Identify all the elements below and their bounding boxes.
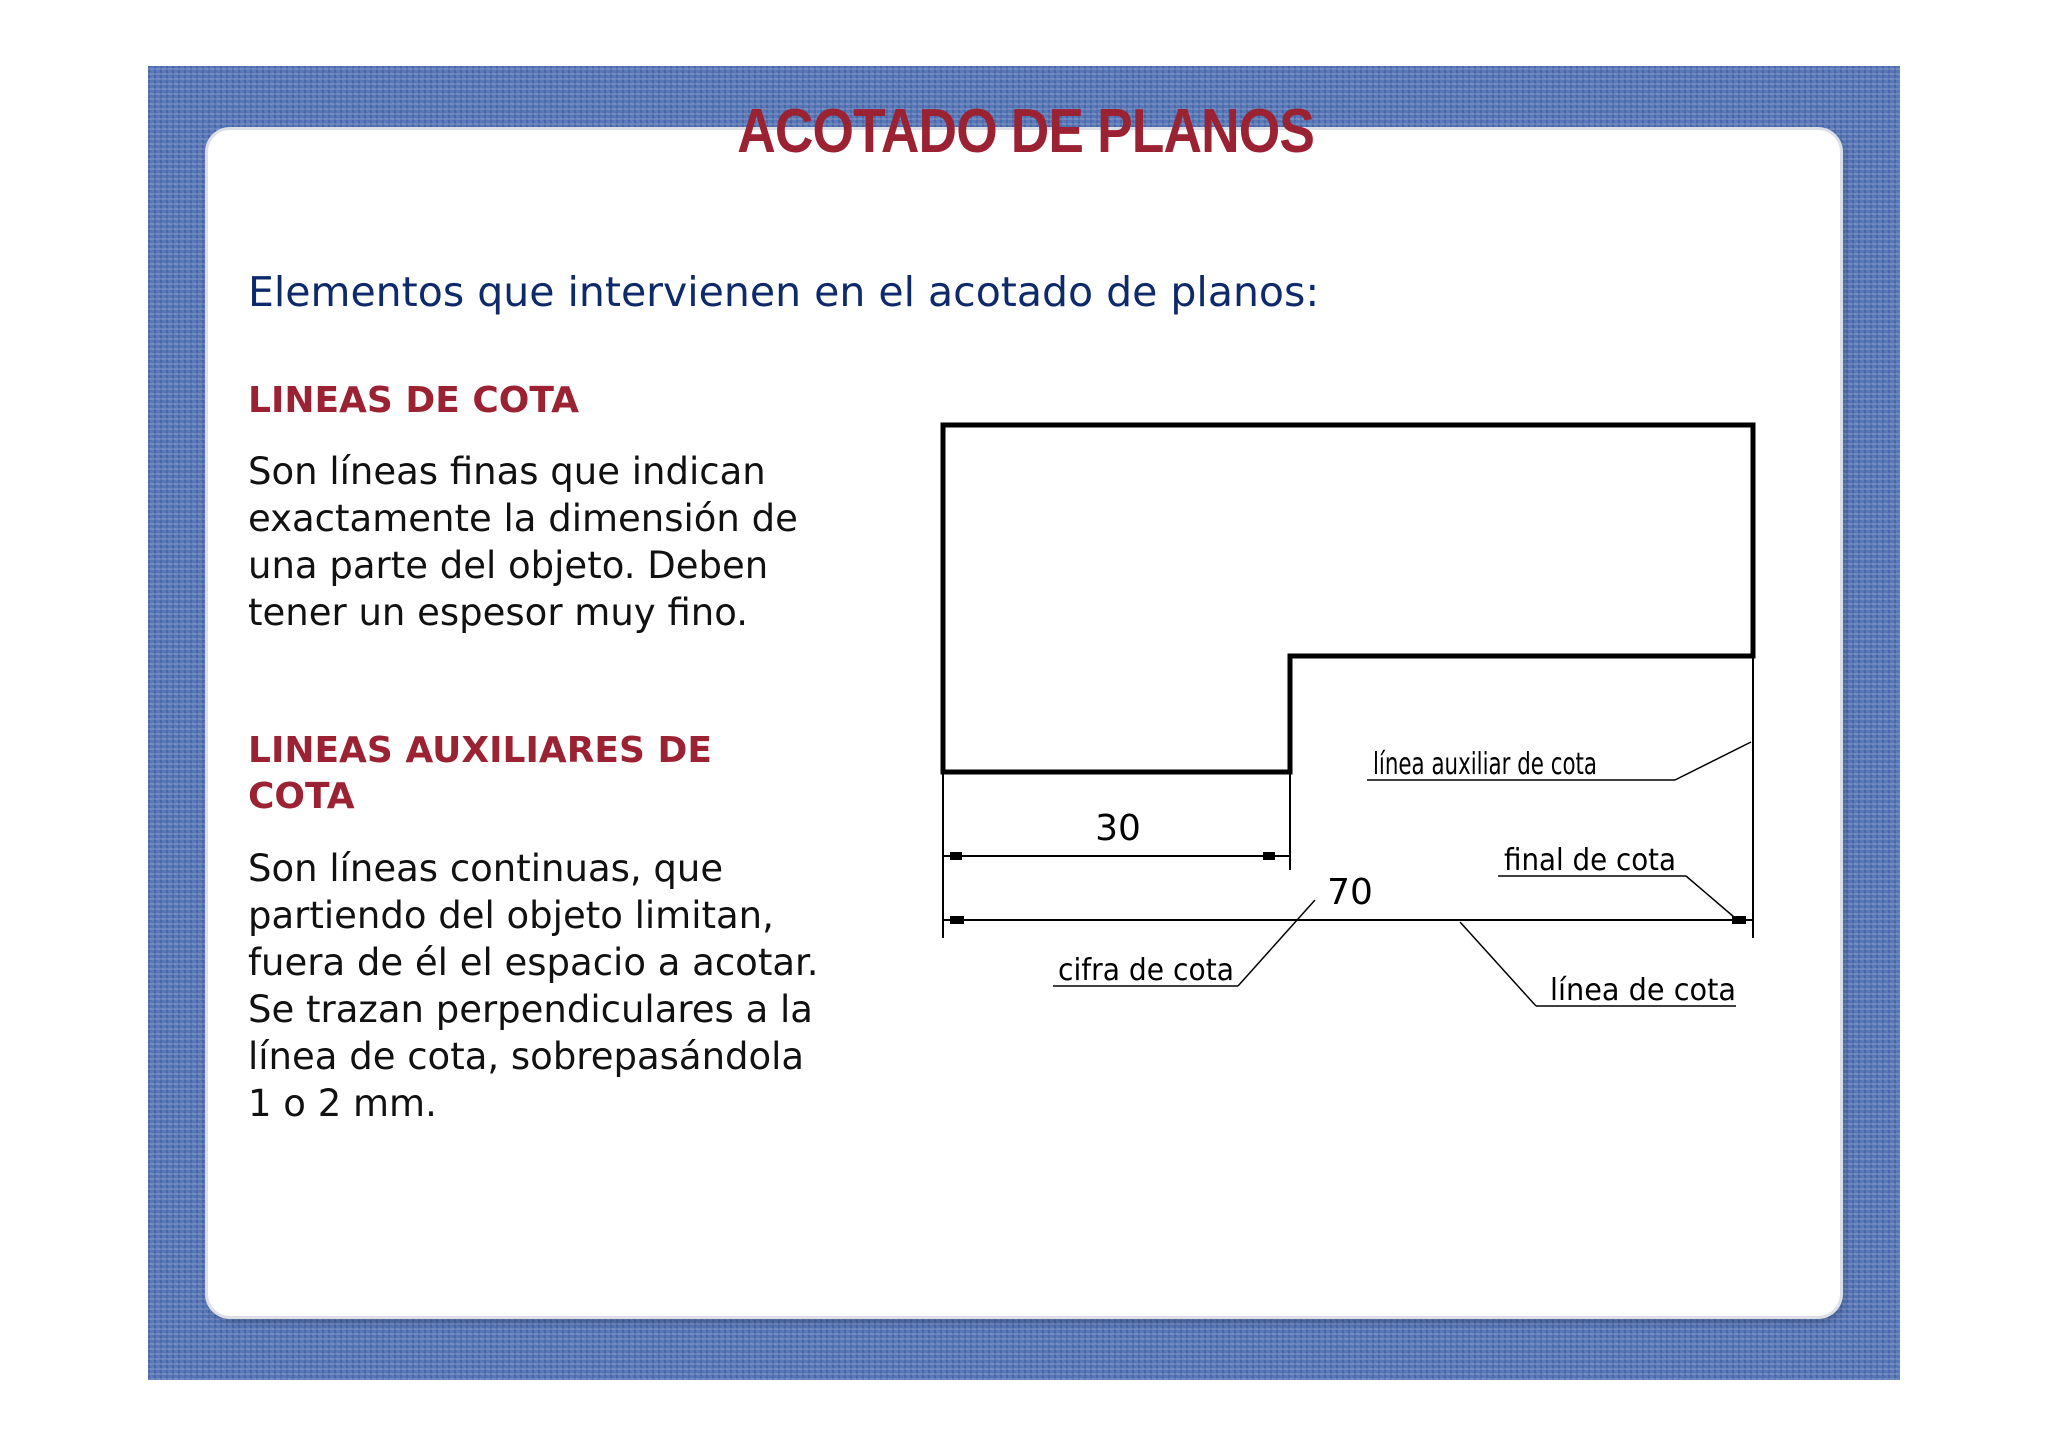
leader-line bbox=[1686, 876, 1734, 917]
dimension-end-mark bbox=[950, 852, 962, 860]
dimension-end-mark bbox=[950, 916, 964, 924]
heading-line: COTA bbox=[248, 776, 355, 817]
leader-line bbox=[1238, 900, 1315, 986]
body-line: Se trazan perpendiculares a la bbox=[248, 988, 813, 1031]
heading-line: LINEAS AUXILIARES DE bbox=[248, 730, 712, 771]
dimension-value-70: 70 bbox=[1327, 872, 1373, 913]
leader-line bbox=[1460, 922, 1536, 1006]
body-line: Son líneas finas que indican bbox=[248, 450, 766, 493]
dimensioning-diagram bbox=[930, 410, 1760, 1030]
heading-line: LINEAS DE COTA bbox=[248, 380, 580, 421]
label-linea-de-cota: línea de cota bbox=[1550, 973, 1736, 1008]
dimension-value-30: 30 bbox=[1095, 808, 1141, 849]
body-line: línea de cota, sobrepasándola bbox=[248, 1035, 805, 1078]
slide-title: ACOTADO DE PLANOS bbox=[737, 97, 1315, 166]
section-heading-lineas-auxiliares bbox=[248, 728, 848, 820]
label-linea-auxiliar: línea auxiliar de cota bbox=[1373, 747, 1597, 782]
section-body-lineas-de-cota bbox=[248, 448, 888, 636]
object-outline bbox=[943, 425, 1753, 772]
body-line: partiendo del objeto limitan, bbox=[248, 894, 774, 937]
body-line: Son líneas continuas, que bbox=[248, 847, 724, 890]
body-line: exactamente la dimensión de bbox=[248, 497, 798, 540]
slide-subtitle: Elementos que intervienen en el acotado de planos: bbox=[248, 268, 1320, 316]
leader-line bbox=[1675, 742, 1751, 780]
body-line: fuera de él el espacio a acotar. bbox=[248, 941, 819, 984]
label-cifra-de-cota: cifra de cota bbox=[1058, 953, 1234, 988]
dimension-end-mark bbox=[1263, 852, 1275, 860]
body-line: una parte del objeto. Deben bbox=[248, 544, 769, 587]
section-body-lineas-auxiliares bbox=[248, 845, 888, 1127]
dimension-end-mark bbox=[1732, 916, 1746, 924]
body-line: tener un espesor muy fino. bbox=[248, 591, 748, 634]
body-line: 1 o 2 mm. bbox=[248, 1082, 437, 1125]
label-final-de-cota: final de cota bbox=[1504, 843, 1676, 878]
section-heading-lineas-de-cota bbox=[248, 378, 848, 424]
